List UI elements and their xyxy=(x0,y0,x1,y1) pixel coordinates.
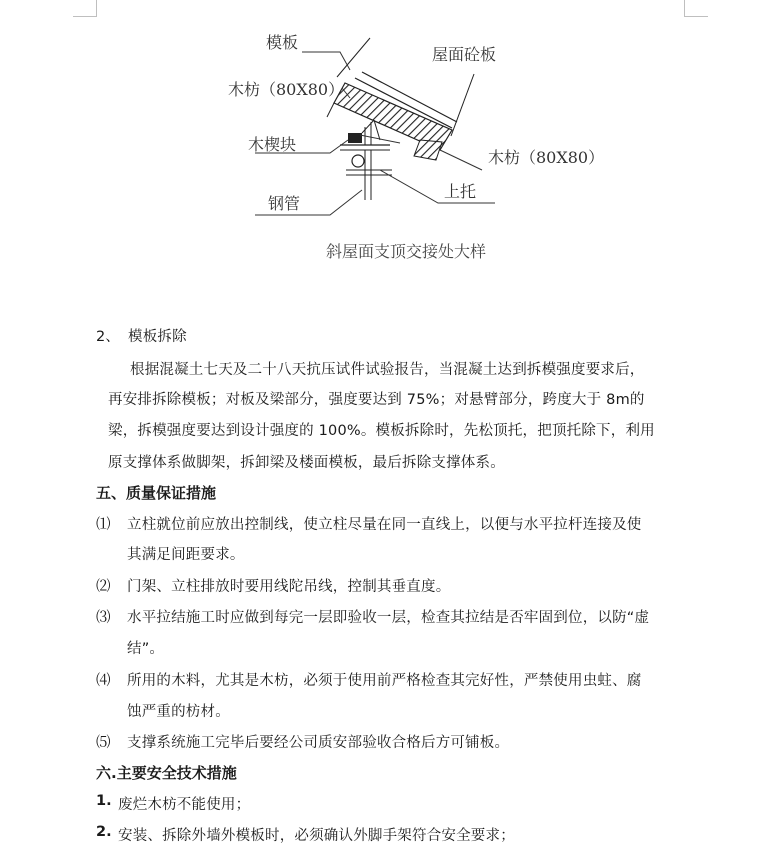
quality-heading: 五、质量保证措施 xyxy=(96,484,217,502)
section-2-title: 模板拆除 xyxy=(128,329,187,345)
label-formwork: 模板 xyxy=(266,33,299,52)
section-2-number: 2、 xyxy=(96,329,120,345)
safety-item-1-text: 废烂木枋不能使用； xyxy=(118,797,251,813)
quality-item-4-line-2: 蚀严重的枋材。 xyxy=(127,704,230,720)
label-wood-wedge: 木楔块 xyxy=(248,135,297,154)
quality-item-1-number: ⑴ xyxy=(96,517,111,533)
quality-item-2-line-1: 门架、立柱排放时要用线陀吊线，控制其垂直度。 xyxy=(127,579,451,595)
roof-support-detail-drawing xyxy=(0,0,780,290)
quality-item-3-line-2: 结”。 xyxy=(127,641,165,657)
quality-item-2-number: ⑵ xyxy=(96,579,111,595)
section-2-paragraph-line-3: 梁，拆模强度要达到设计强度的 100%。模板拆除时，先松顶托，把顶托除下，利用 xyxy=(108,423,655,439)
safety-heading: 六.主要安全技术措施 xyxy=(96,764,237,782)
safety-item-1-number: 1. xyxy=(96,793,112,809)
detail-drawing-svg xyxy=(0,0,780,290)
label-steel-pipe: 钢管 xyxy=(268,194,301,213)
label-timber-left: 木枋（80X80） xyxy=(228,80,345,99)
section-2-paragraph-line-2: 再安排拆除模板；对板及梁部分，强度要达到 75%；对悬臂部分，跨度大于 8m的 xyxy=(108,392,645,408)
figure-caption: 斜屋面支顶交接处大样 xyxy=(326,242,487,261)
quality-item-4-number: ⑷ xyxy=(96,673,111,689)
section-2-paragraph-line-4: 原支撑体系做脚架，拆卸梁及楼面模板，最后拆除支撑体系。 xyxy=(108,455,505,471)
quality-item-5-number: ⑸ xyxy=(96,735,111,751)
quality-item-1-line-2: 其满足间距要求。 xyxy=(127,547,245,563)
safety-item-2-number: 2. xyxy=(96,824,112,840)
quality-item-3-number: ⑶ xyxy=(96,610,111,626)
wood-wedge-and-top-support xyxy=(340,120,392,200)
quality-item-1-line-1: 立柱就位前应放出控制线，使立柱尽量在同一直线上，以便与水平拉杆连接及使 xyxy=(127,517,642,533)
label-roof-concrete: 屋面砼板 xyxy=(432,45,497,64)
section-2-paragraph-line-1: 根据混凝土七天及二十八天抗压试件试验报告，当混凝土达到拆模强度要求后， xyxy=(130,362,645,378)
timber-purlin-hatched xyxy=(327,83,452,160)
quality-item-3-line-1: 水平拉结施工时应做到每完一层即验收一层，检查其拉结是否牢固到位，以防“虚 xyxy=(127,610,650,626)
quality-item-5-line-1: 支撑系统施工完毕后要经公司质安部验收合格后方可铺板。 xyxy=(127,735,510,751)
label-top-support: 上托 xyxy=(444,182,477,201)
safety-item-2-text: 安装、拆除外墙外模板时，必须确认外脚手架符合安全要求； xyxy=(118,828,515,844)
label-timber-right: 木枋（80X80） xyxy=(488,148,605,167)
quality-item-4-line-1: 所用的木料，尤其是木枋，必须于使用前严格检查其完好性，严禁使用虫蛀、腐 xyxy=(127,673,642,689)
